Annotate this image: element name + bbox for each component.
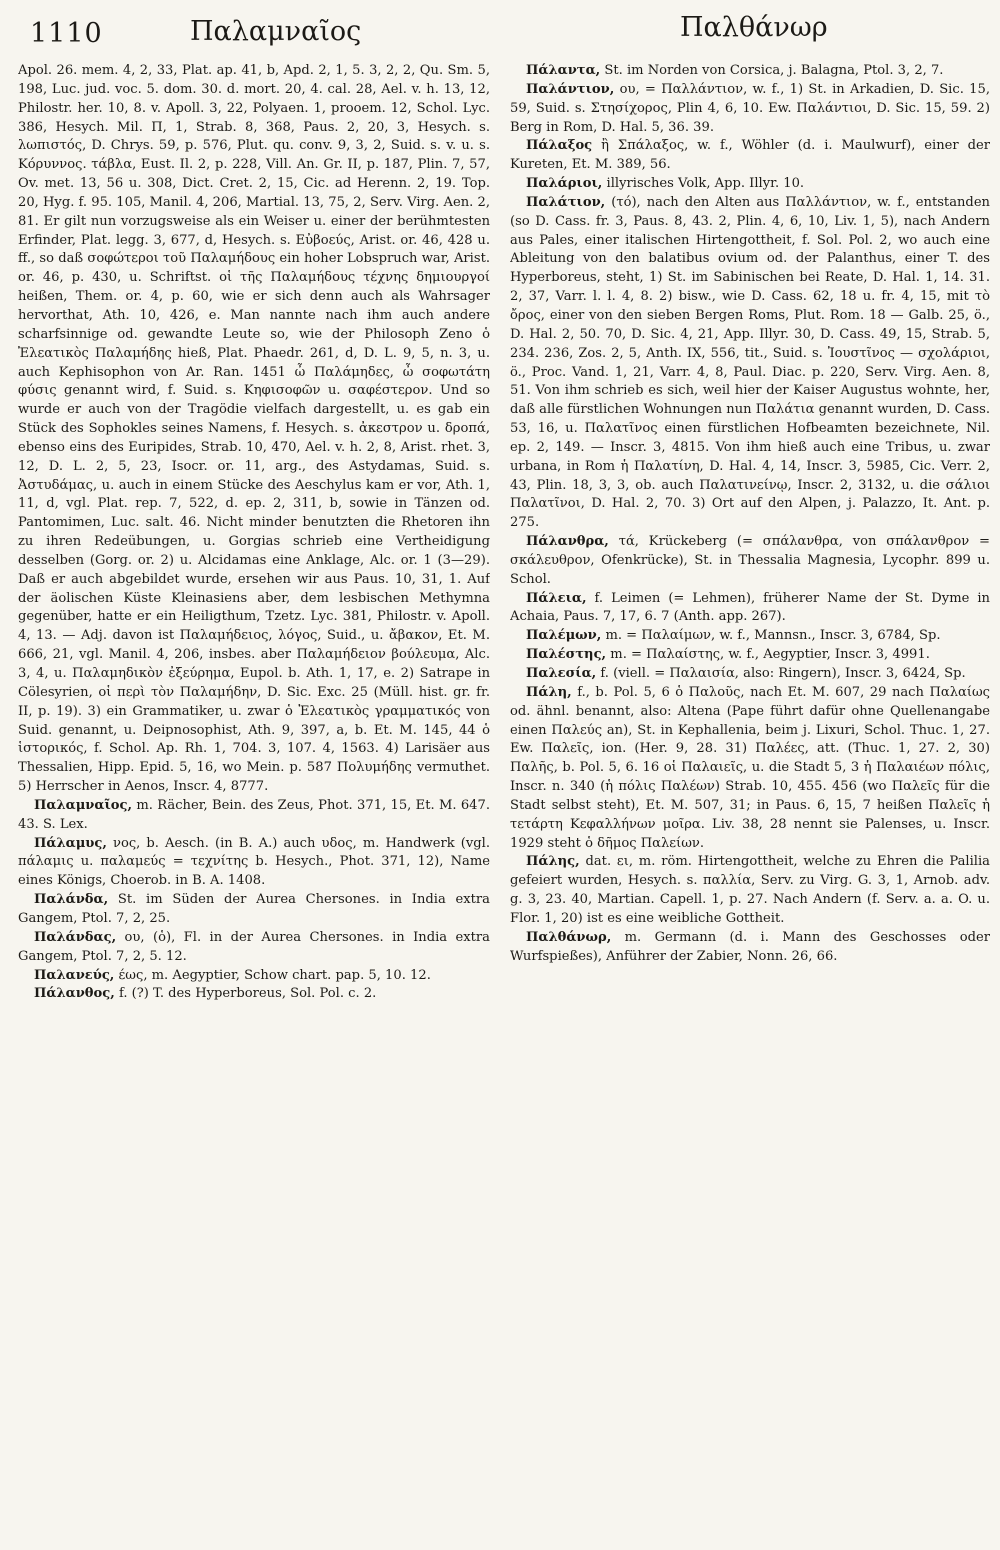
- headword: Πάλαντα,: [526, 63, 601, 78]
- entry: Πάλανθος, f. (?) T. des Hyperboreus, Sol. Pol. c. 2.: [34, 986, 377, 1002]
- headword: Παλάτιον,: [526, 194, 606, 210]
- headword: Παλάριοι,: [526, 176, 603, 192]
- headword: Παλεσία,: [526, 666, 597, 681]
- entry: Παλάριοι, illyrisches Volk, App. Illyr. 10.: [526, 176, 805, 192]
- entry: Παλθάνωρ, m. Germann (d. i. Mann des Geschosses oder Wurfspießes), Anführer der Zabier, Nonn. 26, 66.: [510, 929, 990, 964]
- entry: Παλεσία, f. (viell. = Παλαισία, also: Ringern), Inscr. 3, 6424, Sp.: [526, 666, 966, 681]
- headword: Πάλανθρα,: [526, 534, 609, 550]
- running-header: [0, 12, 1000, 60]
- headword: Πάλαμυς,: [34, 835, 107, 851]
- headword: Πάλης,: [526, 854, 580, 870]
- headword: Πάλαξος: [526, 138, 593, 154]
- left-running-headword: Παλαμναῖος: [190, 16, 362, 47]
- entry: Πάλαξος ἢ Σπάλαξος, w. f., Wöhler (d. i. Maulwurf), einer der Kureten, Et. M. 389, 56.: [510, 138, 990, 173]
- entry: Πάλαμυς, νος, b. Aesch. (in B. A.) auch υδος, m. Handwerk (vgl. πάλαμις u. παλαμεύς = τεχνίτης b. Hesych., Phot. 371, 12), Name eines Königs, Choerob. in B. A. 1408.: [18, 835, 490, 889]
- headword: Παλέμων,: [526, 628, 602, 644]
- right-column: [510, 62, 990, 1542]
- entry: Παλάνδα, St. im Süden der Aurea Chersones. in India extra Gangem, Ptol. 7, 2, 25.: [18, 892, 490, 926]
- entry: Παλέμων, m. = Παλαίμων, w. f., Mannsn., Inscr. 3, 6784, Sp.: [526, 628, 941, 644]
- page-number: 1110: [30, 18, 103, 49]
- entry: Παλάντιον, ου, = Παλλάντιον, w. f., 1) St. in Arkadien, D. Sic. 15, 59, Suid. s. Στησίχορος, Plin 4, 6, 10. Ew. Παλάντιοι, D. Sic. 15, 59. 2) Berg in Rom, D. Hal. 5, 36. 39.: [510, 81, 990, 135]
- entry: Πάλεια, f. Leimen (= Lehmen), früherer Name der St. Dyme in Achaia, Paus. 7, 17, 6. 7 (Anth. app. 267).: [510, 590, 990, 625]
- headword: Παλαμναῖος,: [34, 797, 133, 813]
- headword: Παλθάνωρ,: [526, 929, 612, 945]
- entry: Παλανεύς, έως, m. Aegyptier, Schow chart. pap. 5, 10. 12.: [34, 967, 431, 983]
- headword: Πάλη,: [526, 684, 572, 700]
- headword: Παλέστης,: [526, 647, 607, 663]
- entry: Πάλη, f., b. Pol. 5, 6 ὁ Παλοῦς, nach Et. M. 607, 29 nach Παλαίως od. ähnl. benannt, also: Altena (Pape führt dafür ohne Quellenangabe einen Παλεύς an), St. in Kephallenia, beim j. Lixuri, Schol. Thuc. 1, 27. Ew. Παλεῖς, ion. (Her. 9, 28. 31) Παλέες, att. (Thuc. 1, 27. 2, 30) Παλῆς, b. Pol. 5, 6. 16 οἱ Παλαιεῖς, u. die Stadt 5, 3 ἡ Παλαιέων πόλις, Inscr. n. 340 (ἡ πόλις Παλέων) Strab. 10, 455. 456 (wo Παλεῖς für die Stadt selbst steht), Et. M. 507, 31; in Paus. 6, 15, 7 heißen Παλεῖς ἡ τετάρτη Κεφαλλήνων μοῖρα. Liv. 38, 28 nennt sie Palenses, u. Inscr. 1929 steht ὁ δῆμος Παλείων.: [510, 684, 990, 851]
- headword: Πάλεια,: [526, 590, 587, 606]
- entry: Παλέστης, m. = Παλαίστης, w. f., Aegyptier, Inscr. 3, 4991.: [526, 647, 930, 663]
- entry: Παλαμναῖος, m. Rächer, Bein. des Zeus, Phot. 371, 15, Et. M. 647. 43. S. Lex.: [18, 797, 490, 832]
- entry: Πάλης, dat. ει, m. röm. Hirtengottheit, welche zu Ehren die Palilia gefeiert wurden, Hesych. s. παλλία, Serv. zu Virg. G. 3, 1, Arnob. adv. g. 3, 23. 40, Martian. Capell. 1, p. 27. Nach Andern (f. Serv. a. a. O. u. Flor. 1, 20) ist es eine weibliche Gottheit.: [510, 854, 990, 926]
- headword: Παλανεύς,: [34, 967, 115, 983]
- headword: Πάλανθος,: [34, 986, 115, 1002]
- right-running-headword: Παλθάνωρ: [680, 12, 828, 43]
- column-gutter: [495, 70, 496, 1530]
- entry: Παλάτιον, (τό), nach den Alten aus Παλλάντιον, w. f., entstanden (so D. Cass. fr. 3, Paus. 8, 43. 2, Plin. 4, 6, 10, Liv. 1, 5), nach Andern aus Pales, einer italischen Hirtengottheit, f. Sol. Pol. 2, wo auch eine Ableitung von den balatibus ovium od. der Palanthus, einer T. des Hyperboreus, steht, 1) St. im Sabinischen bei Reate, D. Hal. 1, 14. 31. 2, 37, Varr. l. l. 4, 8. 2) bisw., wie D. Cass. 62, 18 u. fr. 4, 15, mit τὸ ὄρος, einer von den sieben Bergen Roms, Plut. Rom. 18 — Galb. 25, ö., D. Hal. 2, 50. 70, D. Sic. 4, 21, App. Illyr. 30, D. Cass. 49, 15, Strab. 5, 234. 236, Zos. 2, 5, Anth. IX, 556, tit., Suid. s. Ἰουστῖνος — σχολάριοι, ö., Proc. Vand. 1, 21, Varr. 4, 8, Paul. Diac. p. 220, Serv. Virg. Aen. 8, 51. Von ihm schrieb es sich, weil hier der Kaiser Augustus wohnte, her, daß alle fürstlichen Wohnungen nun Παλάτια genannt wurden, D. Cass. 53, 16, u. Παλατῖνος einen fürstlichen Hofbeamten bezeichnete, Nil. ep. 2, 149. — Inscr. 3, 4815. Von ihm hieß auch eine Tribus, u. zwar urbana, in Rom ἡ Παλατίνη, D. Hal. 4, 14, Inscr. 3, 5985, Cic. Verr. 2, 43, Plin. 18, 3, 3, ob. auch Παλατινείνῳ, Inscr. 2, 3132, u. die σάλιοι Παλατῖνοι, D. Hal. 2, 70. 3) Ort auf den Alpen, j. Palazzo, It. Ant. p. 275.: [510, 194, 990, 531]
- left-column: [18, 62, 490, 1542]
- headword: Παλάνδα,: [34, 892, 109, 908]
- headword: Παλάνδας,: [34, 929, 117, 945]
- headword: Παλάντιον,: [526, 81, 615, 97]
- entry: Παλάνδας, ου, (ὁ), Fl. in der Aurea Chersones. in India extra Gangem, Ptol. 7, 2, 5. 12.: [18, 929, 490, 964]
- entry-continuation: Apol. 26. mem. 4, 2, 33, Plat. ap. 41, b, Apd. 2, 1, 5. 3, 2, 2, Qu. Sm. 5, 198, Luc. jud. voc. 5. dom. 30. d. mort. 20, 4. cal. 28, Ael. v. h. 13, 12, Philostr. her. 10, 8. v. Apoll. 3, 22, Polyaen. 1, prooem. 12, Schol. Lyc. 386, Hesych. Mil. Π, 1, Strab. 8, 368, Paus. 2, 20, 3, Hesych. s. λωπιστός, D. Chrys. 59, p. 576, Plut. qu. conv. 9, 3, 2, Suid. s. v. u. s. Κόρυννος. τάβλα, Eust. Il. 2, p. 228, Vill. An. Gr. II, p. 187, Plin. 7, 57, Ov. met. 13, 56 u. 308, Dict. Cret. 2, 15, Cic. ad Herenn. 2, 19. Top. 20, Hyg. f. 95. 105, Manil. 4, 206, Martial. 13, 75, 2, Serv. Virg. Aen. 2, 81. Er gilt nun vorzugsweise als ein Weiser u. einer der berühmtesten Erfinder, Plat. legg. 3, 677, d, Hesych. s. Εὐβοεύς, Arist. or. 46, 428 u. ff., so daß σοφώτεροι τοῦ Παλαμήδους ein hoher Lobspruch war, Arist. or. 46, p. 430, u. Schriftst. οἱ τῆς Παλαμήδους τέχνης δημιουργοί heißen, Them. or. 4, p. 60, wie er sich denn auch als Wahrsager hervorthat, Ath. 10, 426, e. Man nannte nach ihm auch andere scharfsinnige od. gewandte Leute so, wie der Philosoph Zeno ὁ Ἐλεατικὸς Παλαμήδης hieß, Plat. Phaedr. 261, d, D. L. 9, 5, n. 3, u. auch Kephisophon von Ar. Ran. 1451 ὦ Παλάμηδες, ὦ σοφωτάτη φύσις genannt wird, f. Suid. s. Κηφισοφῶν u. σαφέστερον. Und so wurde er auch von der Tragödie vielfach dargestellt, u. es gab ein Stück des Sophokles seines Namens, f. Hesych. s. ἀκεστρον u. δροπά, ebenso eins des Euripides, Strab. 10, 470, Ael. v. h. 2, 8, Arist. rhet. 3, 12, D. L. 2, 5, 23, Isocr. or. 11, arg., des Astydamas, Suid. s. Ἀστυδάμας, u. auch in einem Stücke des Aeschylus kam er vor, Ath. 1, 11, d, vgl. Plat. rep. 7, 522, d. ep. 2, 311, b, sowie in Tänzen od. Pantomimen, Luc. salt. 46. Nicht minder benutzten die Rhetoren ihn zu ihren Redeübungen, u. Gorgias schrieb eine Vertheidigung desselben (Gorg. or. 2) u. Alcidamas eine Anklage, Alc. or. 1 (3—29). Daß er auch abgebildet wurde, ersehen wir aus Paus. 10, 31, 1. Auf der äolischen Küste Kleinasiens aber, dem lesbischen Methymna gegenüber, hatte er ein Heiligthum, Tzetz. Lyc. 381, Philostr. v. Apoll. 4, 13. — Adj. davon ist Παλαμήδειος, λόγος, Suid., u. ἄβακον, Et. M. 666, 21, vgl. Manil. 4, 206, insbes. aber Παλαμήδειον βούλευμα, Alc. 3, 4, u. Παλαμηδικὸν ἐξεύρημα, Eupol. b. Ath. 1, 17, e. 2) Satrape in Cölesyrien, οἱ περὶ τὸν Παλαμήδην, D. Sic. Exc. 25 (Müll. hist. gr. fr. II, p. 19). 3) ein Grammatiker, u. zwar ὁ Ἐλεατικὸς γραμματικός von Suid. genannt, u. Deipnosophist, Ath. 9, 397, a, b. Et. M. 145, 44 ὁ ἱστορικός, f. Schol. Ap. Rh. 1, 704. 3, 107. 4, 1563. 4) Larisäer aus Thessalien, Hipp. Epid. 5, 16, wo Mein. p. 587 Πολυμήδης vermuthet. 5) Herrscher in Aenos, Inscr. 4, 8777.: [18, 63, 490, 795]
- entry: Πάλαντα, St. im Norden von Corsica, j. Balagna, Ptol. 3, 2, 7.: [526, 63, 944, 78]
- entry: Πάλανθρα, τά, Krückeberg (= σπάλανθρα, von σπάλανθρον = σκάλευθρον, Ofenkrücke), St. in Thessalia Magnesia, Lycophr. 899 u. Schol.: [510, 534, 990, 587]
